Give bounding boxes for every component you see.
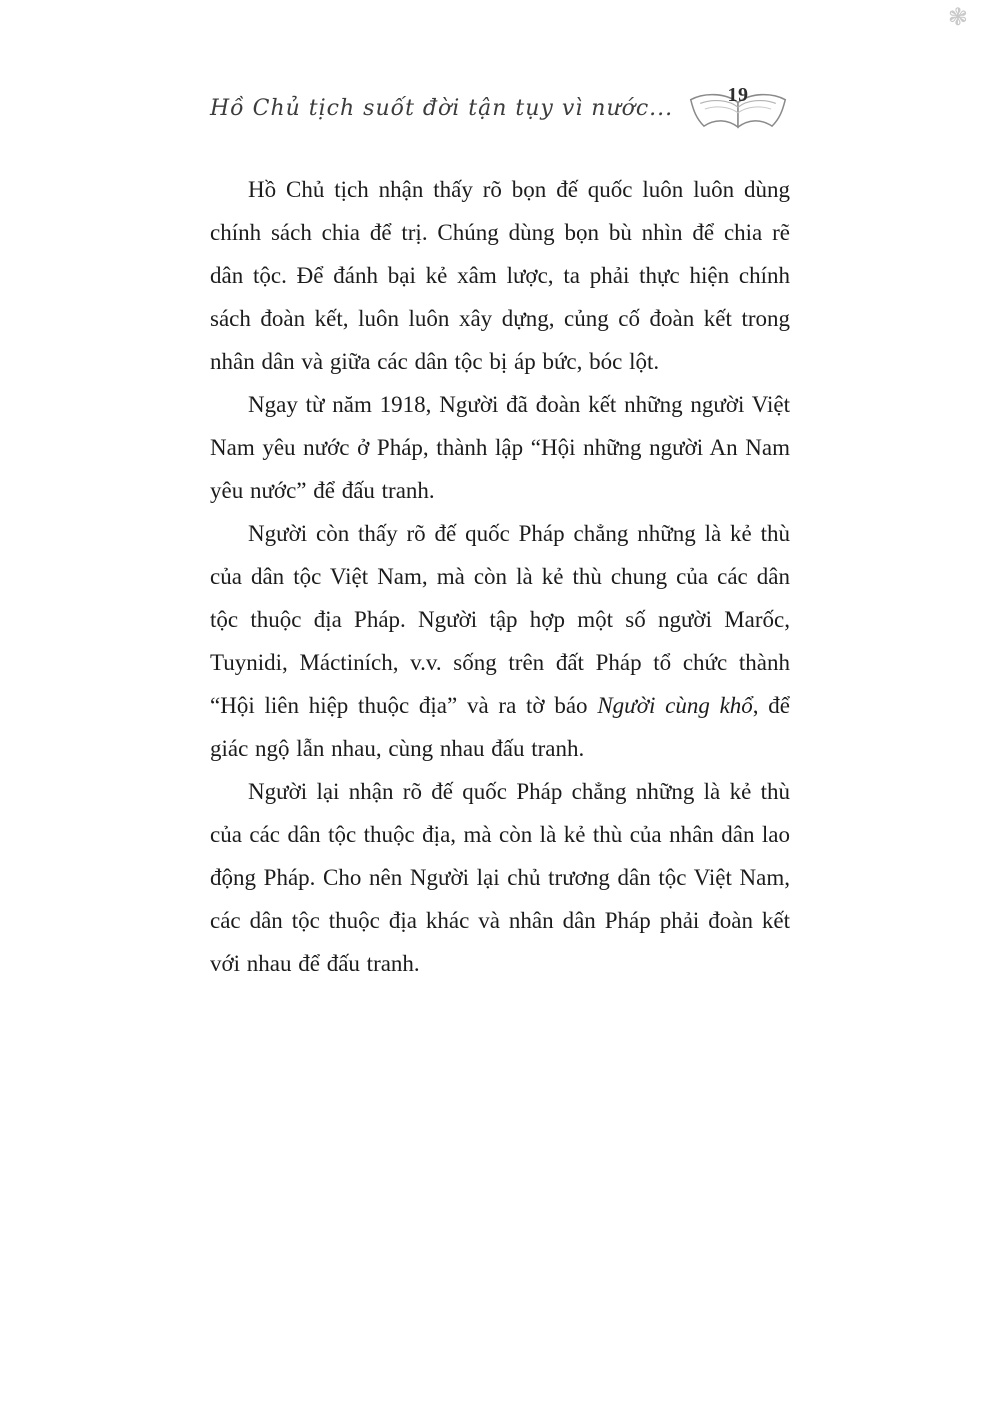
paragraph xyxy=(210,770,790,985)
body-text xyxy=(210,168,790,985)
page-number-badge xyxy=(686,84,790,134)
paragraph-text: Ngay từ năm 1918, Người đã đoàn kết những người Việt Nam yêu nước ở Pháp, thành lập “Hội những người An Nam yêu nước” để đấu tranh. xyxy=(210,392,790,503)
paragraph-text: Người lại nhận rõ đế quốc Pháp chẳng những là kẻ thù của các dân tộc thuộc địa, mà còn là kẻ thù của nhân dân lao động Pháp. Cho nên Người lại chủ trương dân tộc Việt Nam, các dân tộc thuộc địa khác và nhân dân Pháp phải đoàn kết với nhau để đấu tranh. xyxy=(210,779,790,976)
paragraph xyxy=(210,168,790,383)
paragraph-text: , để giác ngộ lẫn nhau, cùng nhau đấu tranh. xyxy=(210,693,791,761)
italic-newspaper-title: Người cùng khổ xyxy=(597,693,753,718)
flower-ornament-icon: ❃ xyxy=(947,5,968,31)
page-number: 19 xyxy=(727,84,749,106)
paragraph-text: Người còn thấy rõ đế quốc Pháp chẳng những là kẻ thù của dân tộc Việt Nam, mà còn là kẻ thù chung của các dân tộc thuộc địa Pháp. Người tập hợp một số người Marốc, Tuynidi, Máctiních, v.v. sống trên đất Pháp tổ chức thành “Hội liên hiệp thuộc địa” và ra tờ báo xyxy=(210,521,790,718)
page-header xyxy=(210,84,790,144)
paragraph xyxy=(210,383,790,512)
paragraph xyxy=(210,512,790,770)
paragraph-text: Hồ Chủ tịch nhận thấy rõ bọn đế quốc luôn luôn dùng chính sách chia để trị. Chúng dùng bọn bù nhìn để chia rẽ dân tộc. Để đánh bại kẻ xâm lược, ta phải thực hiện chính sách đoàn kết, luôn luôn xây dựng, củng cố đoàn kết trong nhân dân và giữa các dân tộc bị áp bức, bóc lột. xyxy=(210,177,790,374)
running-title: Hồ Chủ tịch suốt đời tận tụy vì nước... xyxy=(210,96,674,121)
